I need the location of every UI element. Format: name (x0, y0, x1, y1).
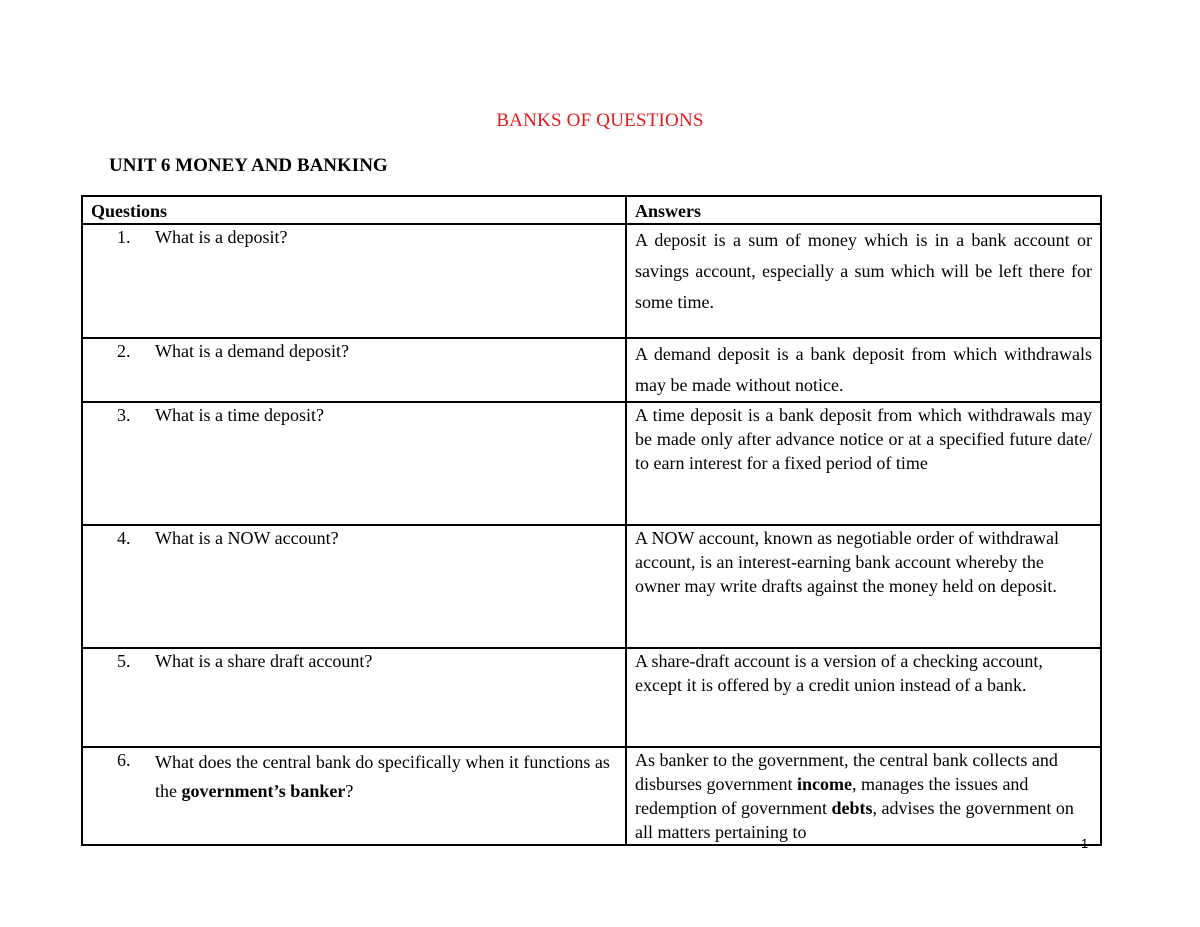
question-text (155, 748, 617, 806)
answer-cell (626, 402, 1101, 525)
answer-bold-term: debts (831, 798, 873, 818)
question-text-part: ? (345, 781, 354, 801)
question-text: What is a share draft account? (155, 651, 373, 671)
question-number: 2. (117, 341, 131, 361)
questions-header: Questions (82, 196, 626, 224)
answer-text: A demand deposit is a bank deposit from which withdrawals may be made without notice. (635, 344, 1092, 395)
answer-text-part: , advises the government on all matters pertaining to (635, 798, 1074, 842)
question-cell (82, 402, 626, 525)
answers-header: Answers (626, 196, 1101, 224)
table-row (82, 338, 1101, 402)
answer-cell (626, 747, 1101, 845)
answer-cell (626, 224, 1101, 338)
answer-text: A NOW account, known as negotiable order of withdrawal account, is an interest-earning bank account whereby the owner may write drafts against the money held on deposit. (635, 528, 1060, 596)
question-cell (82, 338, 626, 402)
question-text: What is a NOW account? (155, 528, 339, 548)
document-title: BANKS OF QUESTIONS (496, 110, 704, 131)
question-number: 1. (117, 227, 131, 247)
answer-cell (626, 338, 1101, 402)
question-number: 5. (117, 651, 131, 671)
question-cell (82, 747, 626, 845)
answer-text (635, 748, 1092, 844)
question-bold-term: government’s banker (181, 781, 346, 801)
table-row (82, 648, 1101, 747)
question-number: 6. (117, 750, 131, 770)
unit-title: UNIT 6 MONEY AND BANKING (109, 155, 388, 176)
question-cell (82, 224, 626, 338)
question-cell (82, 648, 626, 747)
answer-text: A time deposit is a bank deposit from which withdrawals may be made only after advance notice or at a specified future date/ to earn interest for a fixed period of time (635, 405, 1092, 473)
qa-table (81, 195, 1102, 846)
answer-text-part: , manages the issues and redemption of government (635, 774, 1029, 818)
table-header-row (82, 196, 1101, 224)
question-number: 3. (117, 405, 131, 425)
answer-cell (626, 525, 1101, 648)
question-text: What is a demand deposit? (155, 341, 349, 361)
question-number: 4. (117, 528, 131, 548)
question-text-part: What does the central bank do specifically when it functions as the (155, 752, 610, 801)
table-row (82, 747, 1101, 845)
answer-bold-term: income (796, 774, 852, 794)
answer-text-part: As banker to the government, the central bank collects and disburses government (635, 750, 1058, 794)
table-row (82, 525, 1101, 648)
answer-text: A deposit is a sum of money which is in a bank account or savings account, especially a sum which will be left there for some time. (635, 230, 1092, 312)
question-cell (82, 525, 626, 648)
answer-text: A share-draft account is a version of a checking account, except it is offered by a credit union instead of a bank. (635, 651, 1043, 695)
table-row (82, 224, 1101, 338)
table-row (82, 402, 1101, 525)
question-text: What is a deposit? (155, 227, 288, 247)
question-text: What is a time deposit? (155, 405, 324, 425)
answer-cell (626, 648, 1101, 747)
page-number: 1 (1081, 836, 1089, 851)
